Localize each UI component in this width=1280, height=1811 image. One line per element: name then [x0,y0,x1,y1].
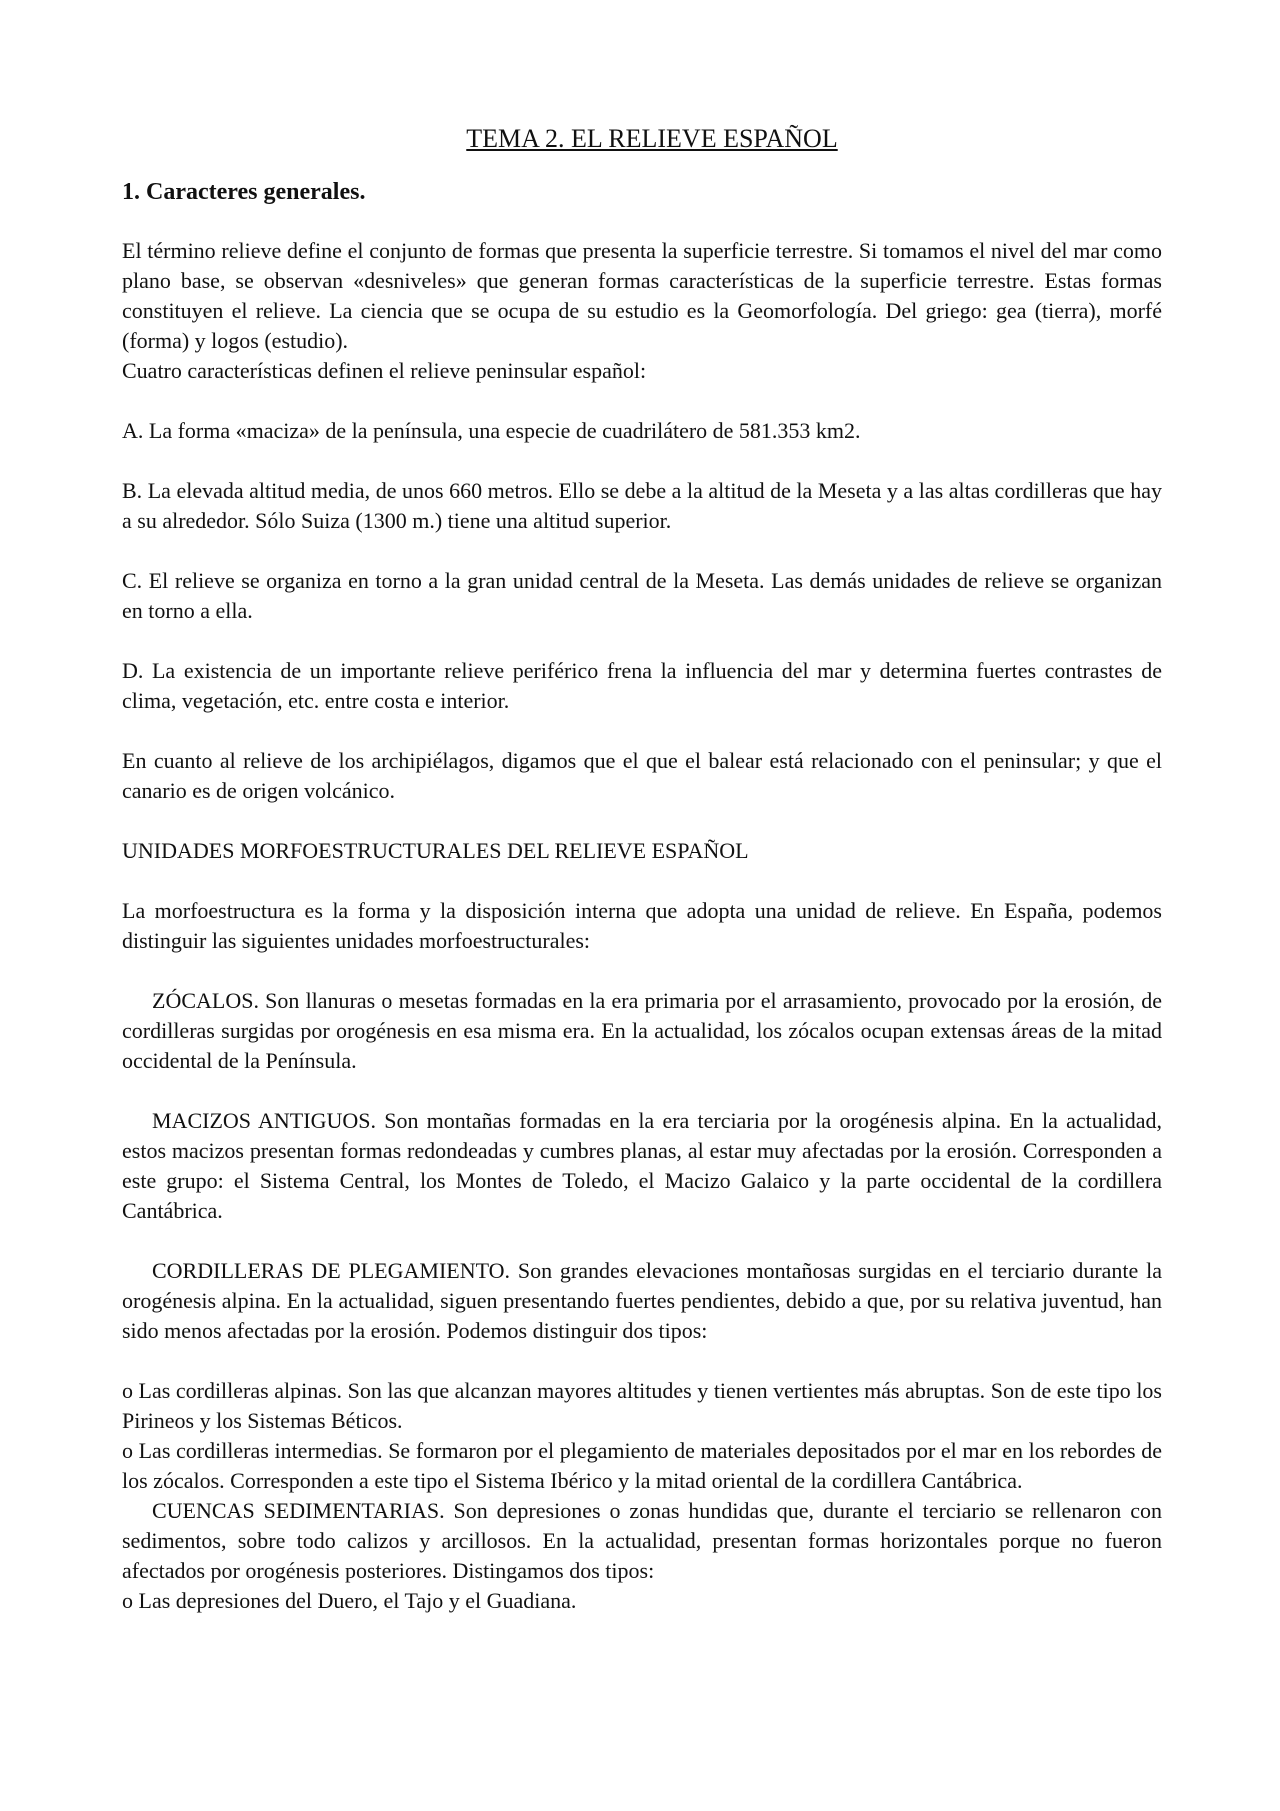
spacer [122,1226,1162,1256]
characteristic-b: B. La elevada altitud media, de unos 660 metros. Ello se debe a la altitud de la Meseta y a las altas cordilleras que hay a su alrededor. Sólo Suiza (1300 m.) tiene una altitud superior. [122,478,1162,533]
cordilleras-alpinas-item: o Las cordilleras alpinas. Son las que alcanzan mayores altitudes y tienen vertientes más abruptas. Son de este tipo los Pirineos y los Sistemas Béticos. [122,1378,1162,1433]
intro-paragraph: El término relieve define el conjunto de formas que presenta la superficie terrestre. Si tomamos el nivel del mar como plano base, se observan «desniveles» que generan formas características de la superficie terrestre. Estas formas constituyen el relieve. La ciencia que se ocupa de su estudio es la Geomorfología. Del griego: gea (tierra), morfé (forma) y logos (estudio). [122,238,1162,353]
spacer [122,716,1162,746]
document-title: TEMA 2. EL RELIEVE ESPAÑOL [466,124,838,153]
characteristic-c: C. El relieve se organiza en torno a la gran unidad central de la Meseta. Las demás unidades de relieve se organizan en torno a ella. [122,568,1162,623]
spacer [122,806,1162,836]
archipelagos-paragraph: En cuanto al relieve de los archipiélagos, digamos que el que el balear está relacionado con el peninsular; y que el canario es de origen volcánico. [122,748,1162,803]
spacer [122,536,1162,566]
macizos-paragraph: MACIZOS ANTIGUOS. Son montañas formadas en la era terciaria por la orogénesis alpina. En la actualidad, estos macizos presentan formas redondeadas y cumbres planas, al estar muy afectadas por la erosión. Corresponden a este grupo: el Sistema Central, los Montes de Toledo, el Macizo Galaico y la parte occidental de la cordillera Cantábrica. [122,1108,1162,1223]
spacer [122,386,1162,416]
depresiones-item: o Las depresiones del Duero, el Tajo y el Guadiana. [122,1588,577,1613]
spacer [122,446,1162,476]
units-heading: UNIDADES MORFOESTRUCTURALES DEL RELIEVE ESPAÑOL [122,838,749,863]
units-intro-paragraph: La morfoestructura es la forma y la disposición interna que adopta una unidad de relieve. En España, podemos distinguir las siguientes unidades morfoestructurales: [122,898,1162,953]
characteristic-d: D. La existencia de un importante relieve periférico frena la influencia del mar y determina fuertes contrastes de clima, vegetación, etc. entre costa e interior. [122,658,1162,713]
section-heading: 1. Caracteres generales. [122,179,366,205]
spacer [122,956,1162,986]
document-body [122,122,1162,1616]
cuencas-paragraph: CUENCAS SEDIMENTARIAS. Son depresiones o zonas hundidas que, durante el terciario se rellenaron con sedimentos, sobre todo calizos y arcillosos. En la actualidad, presentan formas horizontales porque no fueron afectados por orogénesis posteriores. Distingamos dos tipos: [122,1498,1162,1583]
spacer [122,1346,1162,1376]
cordilleras-intermedias-item: o Las cordilleras intermedias. Se formaron por el plegamiento de materiales depositados por el mar en los rebordes de los zócalos. Corresponden a este tipo el Sistema Ibérico y la mitad oriental de la cordillera Cantábrica. [122,1438,1162,1493]
spacer [122,866,1162,896]
spacer [122,1076,1162,1106]
cordilleras-paragraph: CORDILLERAS DE PLEGAMIENTO. Son grandes elevaciones montañosas surgidas en el terciario durante la orogénesis alpina. En la actualidad, siguen presentando fuertes pendientes, debido a que, por su relativa juventud, han sido menos afectadas por la erosión. Podemos distinguir dos tipos: [122,1258,1162,1343]
zocalos-paragraph: ZÓCALOS. Son llanuras o mesetas formadas en la era primaria por el arrasamiento, provocado por la erosión, de cordilleras surgidas por orogénesis en esa misma era. En la actualidad, los zócalos ocupan extensas áreas de la mitad occidental de la Península. [122,988,1162,1073]
intro-lead-paragraph: Cuatro características definen el relieve peninsular español: [122,358,647,383]
characteristic-a: A. La forma «maciza» de la península, una especie de cuadrilátero de 581.353 km2. [122,418,861,443]
spacer [122,626,1162,656]
